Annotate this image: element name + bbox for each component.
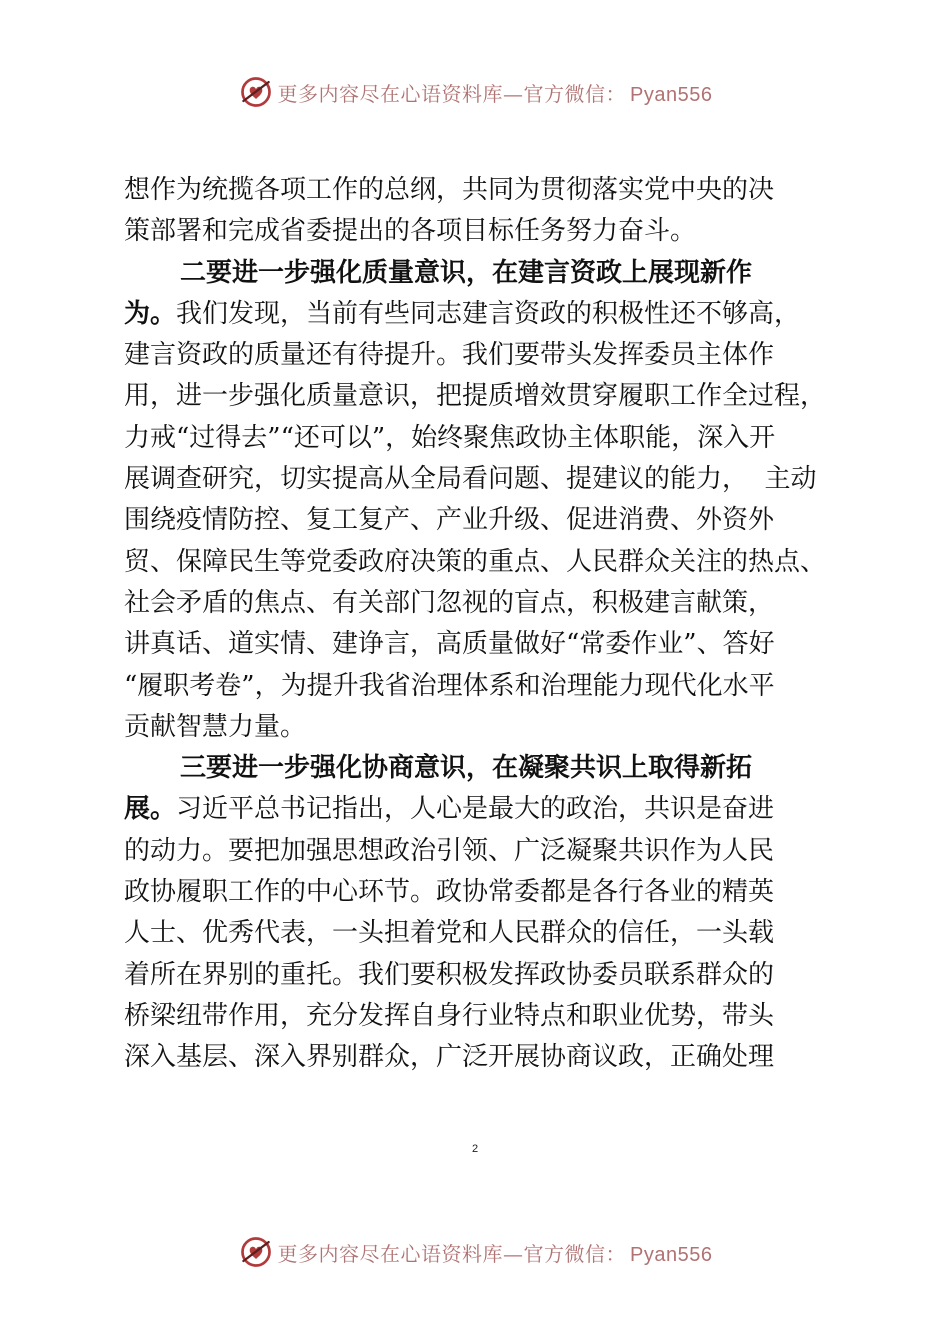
- watermark-label: 更多内容尽在心语资料库—官方微信：: [277, 1241, 627, 1266]
- page-number: 2: [471, 1143, 479, 1155]
- watermark-wechat-id: Pyan556: [630, 83, 713, 106]
- watermark-text: [278, 78, 713, 107]
- text-line: 展调查研究，切实提高从全局看问题、提建议的能力， 主动: [124, 464, 817, 495]
- text-line: 深入基层、深入界别群众，广泛开展协商议政，正确处理: [124, 1042, 775, 1073]
- text-line: 讲真话、道实情、建诤言，高质量做好“常委作业”、答好: [124, 629, 775, 660]
- text-line: 贸、保障民生等党委政府决策的重点、人民群众关注的热点、: [124, 546, 827, 577]
- text-line: 社会矛盾的焦点、有关部门忽视的盲点，积极建言献策，: [124, 587, 775, 618]
- text-line: 人士、优秀代表，一头担着党和人民群众的信任，一头载: [124, 918, 775, 949]
- text-run: 我们发现，当前有些同志建言资政的积极性还不够高，: [176, 298, 801, 329]
- heart-logo-icon: [238, 1234, 274, 1270]
- heart-logo-icon: [238, 74, 274, 110]
- text-run: 习近平总书记指出，人心是最大的政治，共识是奋进: [176, 794, 775, 825]
- watermark-label: 更多内容尽在心语资料库—官方微信：: [277, 81, 627, 106]
- text-line: “履职考卷”，为提升我省治理体系和治理能力现代化水平: [124, 670, 775, 701]
- header-watermark: [0, 72, 950, 112]
- text-line: 用，进一步强化质量意识，把提质增效贯穿履职工作全过程，: [124, 381, 827, 412]
- text-line: 建言资政的质量还有待提升。我们要带头发挥委员主体作: [124, 340, 775, 371]
- document-body: [124, 170, 834, 1079]
- text-line: 贡献智慧力量。: [124, 711, 307, 742]
- footer-watermark: [0, 1232, 950, 1272]
- text-line: 想作为统揽各项工作的总纲，共同为贯彻落实党中央的决: [124, 175, 775, 205]
- section-heading-tail: 展。: [124, 794, 177, 825]
- text-line: [124, 789, 834, 830]
- text-line: 桥梁纽带作用，充分发挥自身行业特点和职业优势，带头: [124, 1000, 775, 1031]
- text-line: 政协履职工作的中心环节。政协常委都是各行各业的精英: [124, 877, 775, 908]
- text-line: 策部署和完成省委提出的各项目标任务努力奋斗。: [124, 216, 697, 247]
- watermark-text: [278, 1238, 713, 1267]
- text-line: [124, 294, 834, 335]
- section-heading: 二要进一步强化质量意识，在建言资政上展现新作: [180, 257, 753, 288]
- text-line: 的动力。要把加强思想政治引领、广泛凝聚共识作为人民: [124, 835, 775, 866]
- watermark-wechat-id: Pyan556: [630, 1243, 713, 1266]
- text-line: 围绕疫情防控、复工复产、产业升级、促进消费、外资外: [124, 505, 775, 536]
- section-heading-tail: 为。: [124, 298, 177, 329]
- text-line: 力戒“过得去”“还可以”，始终聚焦政协主体职能，深入开: [124, 422, 776, 453]
- section-heading: 三要进一步强化协商意识，在凝聚共识上取得新拓: [180, 753, 753, 784]
- text-line: 着所在界别的重托。我们要积极发挥政协委员联系群众的: [124, 959, 775, 990]
